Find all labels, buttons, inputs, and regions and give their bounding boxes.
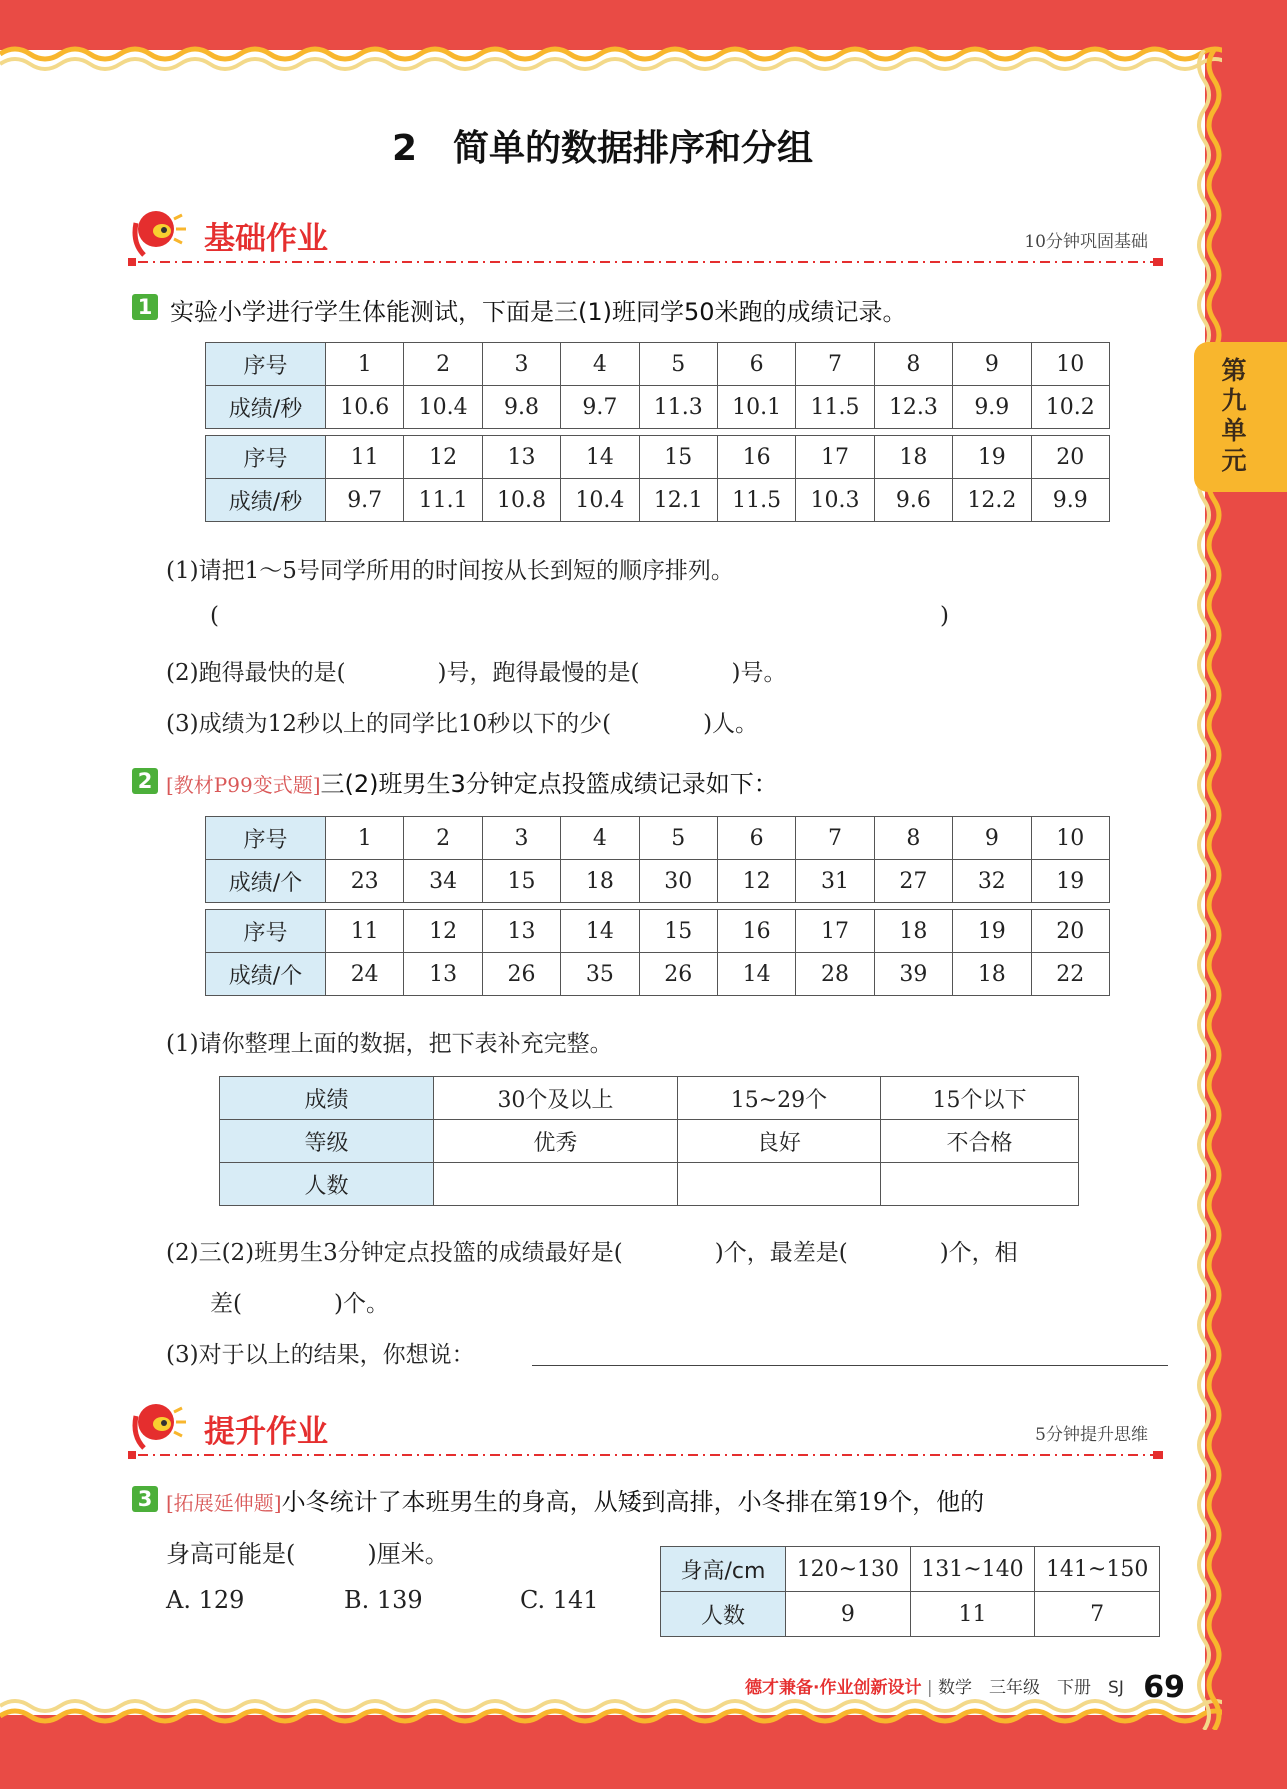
- shot-count-cell: 32: [953, 860, 1031, 903]
- count-input-cell[interactable]: [677, 1163, 880, 1206]
- height-count: 7: [1035, 1592, 1160, 1637]
- shot-count-cell: 22: [1031, 953, 1109, 996]
- shot-count-cell: 30: [639, 860, 717, 903]
- question-3-text: [166, 1482, 984, 1517]
- grade-cell: 30个及以上: [434, 1077, 678, 1120]
- run-time-cell: 11.5: [717, 479, 795, 522]
- question-2-body: 三(2)班男生3分钟定点投篮成绩记录如下：: [320, 770, 778, 798]
- student-id-cell: 17: [796, 436, 874, 479]
- student-id-cell: 16: [717, 436, 795, 479]
- student-id-cell: 4: [561, 343, 639, 386]
- grade-table: [219, 1076, 1079, 1206]
- student-id-cell: 6: [717, 817, 795, 860]
- q1-sub1: (1)请把1～5号同学所用的时间按从长到短的顺序排列。: [166, 558, 734, 584]
- wavy-border-right: [1190, 50, 1234, 1730]
- grade-cell: 15~29个: [677, 1077, 880, 1120]
- grade-cell: 优秀: [434, 1120, 678, 1163]
- section-advanced-title: 提升作业: [204, 1414, 328, 1450]
- student-id-cell: 11: [326, 436, 404, 479]
- page-number: 69: [1143, 1670, 1185, 1705]
- height-header: 身高/cm: [661, 1547, 786, 1592]
- footer-brand: 德才兼备·作业创新设计: [745, 1678, 922, 1698]
- unit-tab-label: 第九单元: [1221, 356, 1247, 475]
- student-id-cell: 5: [639, 817, 717, 860]
- row-header-id: 序号: [206, 817, 326, 860]
- student-id-cell: 3: [482, 343, 560, 386]
- shot-count-cell: 34: [404, 860, 482, 903]
- student-id-cell: 10: [1031, 343, 1109, 386]
- student-id-cell: 10: [1031, 817, 1109, 860]
- question-1-badge: 1: [132, 294, 158, 320]
- question-3-body: 小冬统计了本班男生的身高，从矮到高排，小冬排在第19个，他的: [281, 1488, 985, 1516]
- q2-sub3-answer-line[interactable]: [532, 1365, 1168, 1366]
- grade-row-level-header: 等级: [220, 1120, 434, 1163]
- shot-count-cell: 35: [561, 953, 639, 996]
- grade-row-score-header: 成绩: [220, 1077, 434, 1120]
- shot-count-cell: 12: [717, 860, 795, 903]
- row-header-id: 序号: [206, 436, 326, 479]
- row-header-result: 成绩/秒: [206, 386, 326, 429]
- count-input-cell[interactable]: [880, 1163, 1078, 1206]
- run-time-cell: 11.5: [796, 386, 874, 429]
- page-title: 2 简单的数据排序和分组: [391, 128, 814, 169]
- run-time-cell: 12.1: [639, 479, 717, 522]
- student-id-cell: 19: [953, 436, 1031, 479]
- shot-count-cell: 23: [326, 860, 404, 903]
- page-footer: 德才兼备·作业创新设计 | 数学 三年级 下册 SJ 69: [745, 1670, 1185, 1705]
- q1-sub1-close-paren: ): [940, 603, 949, 629]
- section-divider: [128, 1450, 1168, 1460]
- section-divider: [128, 257, 1168, 267]
- shot-count-cell: 15: [482, 860, 560, 903]
- run-time-cell: 10.3: [796, 479, 874, 522]
- shot-count-cell: 28: [796, 953, 874, 996]
- height-range: 131~140: [910, 1547, 1035, 1592]
- run-time-cell: 12.2: [953, 479, 1031, 522]
- question-1-text: 实验小学进行学生体能测试，下面是三(1)班同学50米跑的成绩记录。: [170, 298, 907, 326]
- q3-line2[interactable]: 身高可能是( )厘米。: [166, 1540, 449, 1568]
- student-id-cell: 5: [639, 343, 717, 386]
- grade-cell: 15个以下: [880, 1077, 1078, 1120]
- run-time-cell: 12.3: [874, 386, 952, 429]
- section-basic-subtitle: 10分钟巩固基础: [1024, 232, 1148, 252]
- shot-count-cell: 18: [953, 953, 1031, 996]
- student-id-cell: 8: [874, 817, 952, 860]
- run-time-cell: 11.3: [639, 386, 717, 429]
- q2-sub2-line2[interactable]: 差( )个。: [210, 1291, 389, 1317]
- student-id-cell: 20: [1031, 436, 1109, 479]
- run-time-cell: 10.6: [326, 386, 404, 429]
- student-id-cell: 6: [717, 343, 795, 386]
- question-2-text: [166, 764, 778, 799]
- student-id-cell: 11: [326, 910, 404, 953]
- q1-sub3[interactable]: (3)成绩为12秒以上的同学比10秒以下的少( )人。: [166, 711, 759, 737]
- q2-sub1: (1)请你整理上面的数据，把下表补充完整。: [166, 1031, 613, 1057]
- count-input-cell[interactable]: [434, 1163, 678, 1206]
- section-basic-header: [128, 205, 1168, 265]
- run-time-cell: 10.2: [1031, 386, 1109, 429]
- row-header-id: 序号: [206, 343, 326, 386]
- shot-count-cell: 24: [326, 953, 404, 996]
- count-header: 人数: [661, 1592, 786, 1637]
- shot-count-cell: 31: [796, 860, 874, 903]
- student-id-cell: 15: [639, 436, 717, 479]
- shot-count-cell: 13: [404, 953, 482, 996]
- student-id-cell: 19: [953, 910, 1031, 953]
- shot-count-cell: 19: [1031, 860, 1109, 903]
- student-id-cell: 12: [404, 910, 482, 953]
- run-time-cell: 10.8: [482, 479, 560, 522]
- run-results-table: [205, 342, 1110, 522]
- run-time-cell: 9.7: [326, 479, 404, 522]
- student-id-cell: 2: [404, 817, 482, 860]
- unit-side-tab: [1194, 342, 1287, 492]
- wavy-border-top: [0, 40, 1222, 84]
- student-id-cell: 1: [326, 817, 404, 860]
- q1-sub2[interactable]: (2)跑得最快的是( )号，跑得最慢的是( )号。: [166, 660, 787, 686]
- student-id-cell: 18: [874, 436, 952, 479]
- q2-sub2-line1[interactable]: (2)三(2)班男生3分钟定点投篮的成绩最好是( )个，最差是( )个，相: [166, 1240, 1018, 1266]
- student-id-cell: 13: [482, 436, 560, 479]
- student-id-cell: 4: [561, 817, 639, 860]
- q3-option-c[interactable]: C. 141: [520, 1586, 599, 1614]
- row-header-result: 成绩/个: [206, 860, 326, 903]
- row-header-result: 成绩/个: [206, 953, 326, 996]
- run-time-cell: 11.1: [404, 479, 482, 522]
- q1-sub1-open-paren[interactable]: (: [210, 603, 219, 629]
- student-id-cell: 9: [953, 343, 1031, 386]
- run-time-cell: 10.4: [561, 479, 639, 522]
- student-id-cell: 15: [639, 910, 717, 953]
- shot-count-cell: 26: [639, 953, 717, 996]
- q2-sub3: (3)对于以上的结果，你想说：: [166, 1342, 475, 1368]
- question-3-tag: [拓展延伸题]: [166, 1491, 282, 1515]
- q3-option-b[interactable]: B. 139: [344, 1586, 423, 1614]
- student-id-cell: 14: [561, 910, 639, 953]
- footer-info: 数学 三年级 下册 SJ: [938, 1678, 1124, 1698]
- height-range: 120~130: [786, 1547, 911, 1592]
- shot-count-cell: 18: [561, 860, 639, 903]
- student-id-cell: 1: [326, 343, 404, 386]
- section-basic-title: 基础作业: [204, 221, 328, 257]
- student-id-cell: 12: [404, 436, 482, 479]
- grade-cell: 不合格: [880, 1120, 1078, 1163]
- run-time-cell: 9.7: [561, 386, 639, 429]
- run-time-cell: 9.6: [874, 479, 952, 522]
- run-time-cell: 9.8: [482, 386, 560, 429]
- student-id-cell: 9: [953, 817, 1031, 860]
- row-header-id: 序号: [206, 910, 326, 953]
- student-id-cell: 7: [796, 343, 874, 386]
- student-id-cell: 8: [874, 343, 952, 386]
- student-id-cell: 3: [482, 817, 560, 860]
- student-id-cell: 13: [482, 910, 560, 953]
- student-id-cell: 2: [404, 343, 482, 386]
- student-id-cell: 7: [796, 817, 874, 860]
- run-time-cell: 10.1: [717, 386, 795, 429]
- mascot-icon: [128, 1398, 188, 1454]
- shot-count-cell: 26: [482, 953, 560, 996]
- run-time-cell: 9.9: [953, 386, 1031, 429]
- q3-option-a[interactable]: A. 129: [166, 1586, 245, 1614]
- height-count: 9: [786, 1592, 911, 1637]
- question-2-badge: 2: [132, 768, 158, 794]
- height-table: [660, 1546, 1160, 1637]
- grade-row-count-header: 人数: [220, 1163, 434, 1206]
- question-2-tag: [教材P99变式题]: [166, 773, 321, 797]
- run-time-cell: 10.4: [404, 386, 482, 429]
- student-id-cell: 20: [1031, 910, 1109, 953]
- section-advanced-header: [128, 1398, 1168, 1458]
- height-count: 11: [910, 1592, 1035, 1637]
- question-3-badge: 3: [132, 1486, 158, 1512]
- row-header-result: 成绩/秒: [206, 479, 326, 522]
- grade-cell: 良好: [677, 1120, 880, 1163]
- basketball-results-table: [205, 816, 1110, 996]
- section-advanced-subtitle: 5分钟提升思维: [1035, 1425, 1148, 1445]
- mascot-icon: [128, 205, 188, 261]
- height-range: 141~150: [1035, 1547, 1160, 1592]
- shot-count-cell: 14: [717, 953, 795, 996]
- student-id-cell: 16: [717, 910, 795, 953]
- student-id-cell: 14: [561, 436, 639, 479]
- student-id-cell: 17: [796, 910, 874, 953]
- shot-count-cell: 39: [874, 953, 952, 996]
- run-time-cell: 9.9: [1031, 479, 1109, 522]
- student-id-cell: 18: [874, 910, 952, 953]
- shot-count-cell: 27: [874, 860, 952, 903]
